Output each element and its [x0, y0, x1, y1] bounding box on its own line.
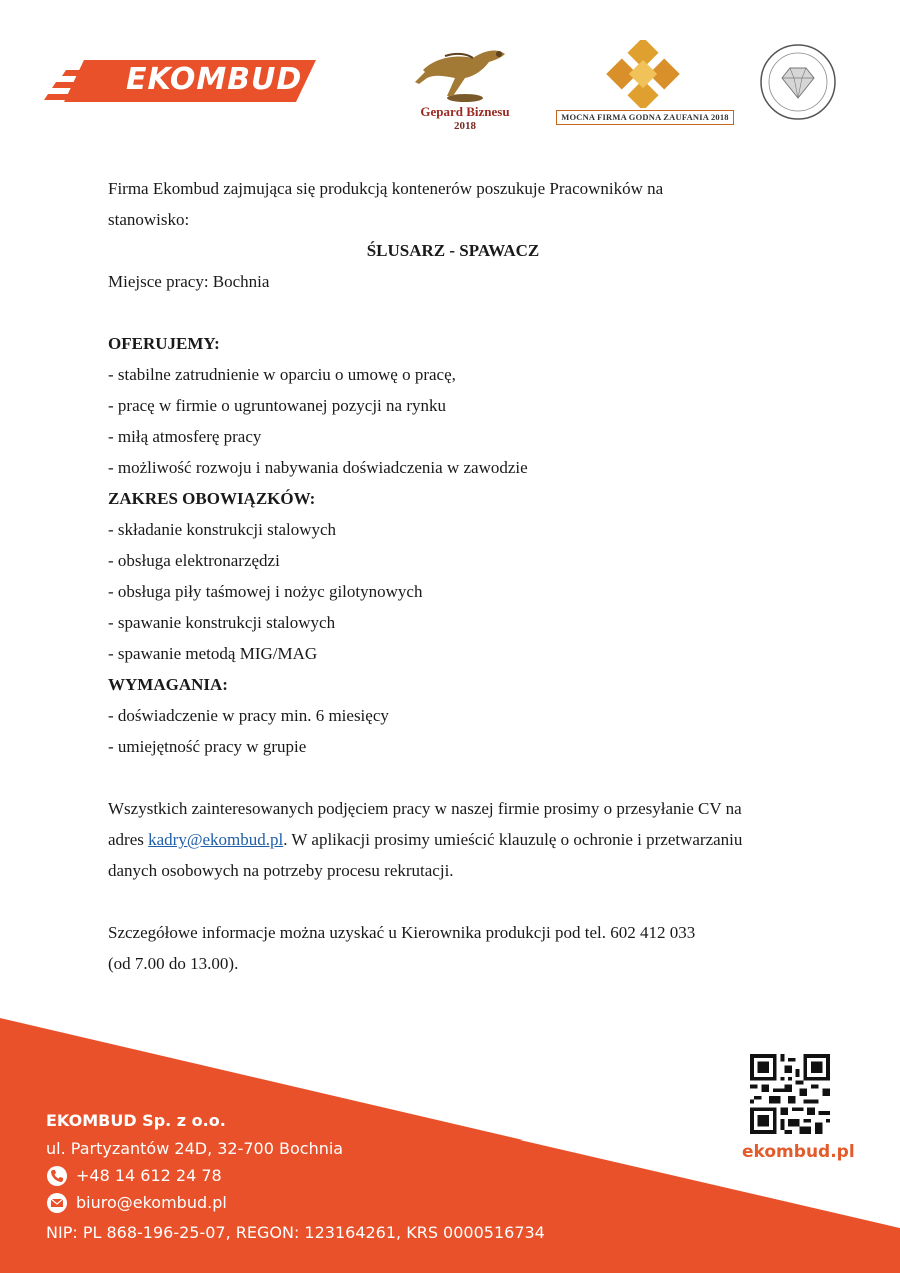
footer-phone[interactable]: +48 14 612 24 78: [76, 1166, 222, 1185]
logo-text: EKOMBUD: [126, 62, 303, 97]
contact-line-2: (od 7.00 do 13.00).: [108, 954, 239, 973]
duties-heading: ZAKRES OBOWIĄZKÓW:: [108, 489, 316, 508]
apply-line-1: Wszystkich zainteresowanych podjęciem pracy w naszej firmie prosimy o przesyłanie CV na: [108, 799, 742, 818]
work-location: Miejsce pracy: Bochnia: [108, 272, 270, 291]
gepard-biznesu-award: [405, 40, 525, 136]
intro-line-1: Firma Ekombud zajmująca się produkcją kontenerów poszukuje Pracowników na: [108, 179, 664, 198]
footer-registry-numbers: NIP: PL 868-196-25-07, REGON: 123164261, KRS 0000516734: [46, 1223, 545, 1242]
recruitment-email-link[interactable]: kadry@ekombud.pl: [148, 830, 284, 849]
apply-line-3: danych osobowych na potrzeby procesu rekrutacji.: [108, 861, 454, 880]
offer-heading: OFERUJEMY:: [108, 334, 220, 353]
apply-line-2-prefix: adres: [108, 830, 149, 849]
footer-company-name: EKOMBUD Sp. z o.o.: [46, 1111, 226, 1130]
footer-email[interactable]: biuro@ekombud.pl: [76, 1193, 227, 1212]
contact-line-1: Szczegółowe informacje można uzyskać u Kierownika produkcji pod tel. 602 412 033: [108, 923, 696, 942]
requirement-item: - doświadczenie w pracy min. 6 miesięcy: [108, 706, 389, 725]
ekombud-logo: [44, 58, 316, 104]
offer-item: - możliwość rozwoju i nabywania doświadczenia w zawodzie: [108, 458, 528, 477]
envelope-icon: [46, 1192, 68, 1214]
mocna-firma-caption: MOCNA FIRMA GODNA ZAUFANIA 2018: [556, 110, 734, 125]
apply-line-2: [108, 824, 798, 855]
requirements-heading: WYMAGANIA:: [108, 675, 228, 694]
duty-item: - obsługa elektronarzędzi: [108, 551, 280, 570]
brylant-award: [758, 42, 838, 122]
offer-item: - miłą atmosferę pracy: [108, 427, 262, 446]
footer-website[interactable]: ekombud.pl: [742, 1142, 855, 1162]
position-title: ŚLUSARZ - SPAWACZ: [366, 241, 540, 260]
diamond-seal-icon: [758, 42, 838, 122]
duty-item: - spawanie konstrukcji stalowych: [108, 613, 336, 632]
qr-code-icon[interactable]: [750, 1054, 830, 1134]
gepard-award-name: Gepard Biznesu: [420, 104, 510, 119]
duty-item: - obsługa piły taśmowej i nożyc gilotynowych: [108, 582, 423, 601]
mocna-firma-emblem-icon: [555, 40, 735, 108]
mocna-firma-award: [555, 40, 735, 126]
phone-icon: [46, 1165, 68, 1187]
footer-address: ul. Partyzantów 24D, 32-700 Bochnia: [46, 1139, 344, 1158]
offer-item: - stabilne zatrudnienie w oparciu o umowę o pracę,: [108, 365, 456, 384]
job-offer-body: [108, 173, 798, 979]
intro-line-2: stanowisko:: [108, 210, 190, 229]
duty-item: - spawanie metodą MIG/MAG: [108, 644, 318, 663]
apply-line-2-suffix: . W aplikacji prosimy umieścić klauzulę o ochronie i przetwarzaniu: [283, 830, 743, 849]
duty-item: - składanie konstrukcji stalowych: [108, 520, 337, 539]
gepard-award-year: 2018: [454, 120, 476, 132]
offer-item: - pracę w firmie o ugruntowanej pozycji na rynku: [108, 396, 446, 415]
cheetah-trophy-icon: [405, 40, 525, 104]
requirement-item: - umiejętność pracy w grupie: [108, 737, 307, 756]
